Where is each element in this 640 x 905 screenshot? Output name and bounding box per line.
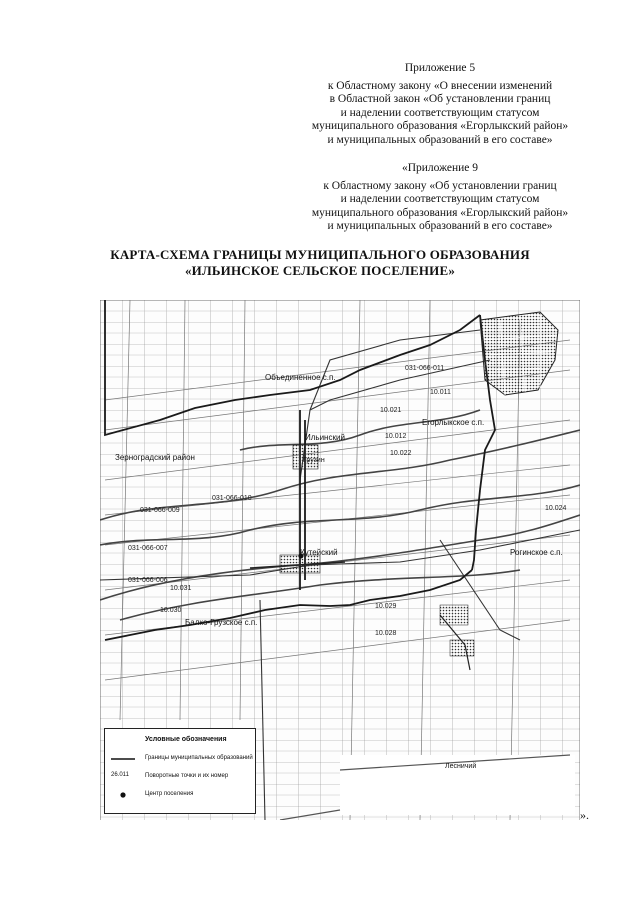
parcel-label: 10.011 [430, 389, 451, 396]
appendix-5-heading: Приложение 5 [404, 62, 476, 74]
parcel-label: 10.031 [170, 585, 192, 592]
parcel-label: 031-066-011 [405, 365, 445, 372]
legend-item-symbol: 26.011 [111, 772, 129, 778]
parcel-label: 10.012 [385, 433, 407, 440]
parcel-label: 031-066-010 [212, 495, 252, 502]
parcel-label: 031-066-006 [128, 577, 168, 584]
map-title [60, 247, 580, 279]
appendix-5-line: к Областному закону «О внесении изменений [327, 79, 553, 92]
parcel-label: 10.021 [380, 407, 402, 414]
label-roginskoe: Рогинское с.п. [510, 548, 563, 557]
closing-mark: ». [580, 808, 589, 822]
appendix-9-line: и муниципальных образований в его составе» [327, 220, 553, 232]
appendix-5-block [285, 62, 595, 147]
appendix-9-block [285, 162, 595, 234]
parcel-label: 10.028 [375, 630, 397, 637]
appendix-9-line: и наделении соответствующим статусом [340, 193, 540, 205]
appendix-9-heading: «Приложение 9 [401, 162, 479, 174]
appendix-5-line: в Областной закон «Об установлении границ [329, 93, 551, 105]
appendix-9-line: муниципального образования «Егорлыкский район» [311, 206, 569, 219]
legend-item-center [109, 789, 253, 801]
parcel-label: 10.024 [545, 505, 567, 512]
label-yegorlyk: Егорлыкское с.п. [422, 418, 485, 427]
legend-item-text: Центр поселения [145, 791, 194, 797]
legend-item-text: Поворотные точки и их номер [145, 773, 229, 779]
appendix-9-line: к Областному закону «Об установлении границ [323, 179, 557, 192]
label-objedinennoe: Объединенное с.п. [265, 373, 336, 382]
label-kuteisky: Кутейский [300, 548, 338, 557]
parcel-label: 031-066-007 [128, 545, 168, 552]
map-legend [104, 728, 256, 814]
map-title-line-1: КАРТА-СХЕМА ГРАНИЦЫ МУНИЦИПАЛЬНОГО ОБРАЗОВАНИЯ [110, 247, 530, 262]
parcel-label: 10.030 [160, 607, 182, 614]
parcel-label: 031-066-009 [140, 507, 180, 514]
map-title-line-2: «ИЛЬИНСКОЕ СЕЛЬСКОЕ ПОСЕЛЕНИЕ» [184, 263, 456, 278]
appendix-5-line: и наделении соответствующим статусом [340, 106, 540, 119]
parcel-label: 10.022 [390, 450, 412, 457]
settlement-center-icon [111, 792, 135, 798]
label-zernograd: Зерноградский район [115, 453, 195, 462]
appendix-5-line: муниципального образования «Егорлыкский район» [311, 120, 569, 132]
boundary-line-icon [111, 756, 135, 762]
legend-item-points [109, 771, 253, 783]
label-lesnichy: Лесничий [445, 763, 477, 770]
parcel-label: 10.029 [375, 603, 397, 610]
legend-item-boundary [109, 753, 253, 765]
legend-title: Условные обозначения [145, 736, 227, 743]
appendix-5-line: и муниципальных образований в его составе» [327, 133, 553, 146]
label-ilinsky: Ильинский [305, 433, 345, 442]
label-balko: Балко-Грузское с.п. [185, 618, 258, 627]
label-gruzin: Грузин [303, 457, 325, 464]
legend-item-text: Границы муниципальных образований [145, 755, 253, 761]
